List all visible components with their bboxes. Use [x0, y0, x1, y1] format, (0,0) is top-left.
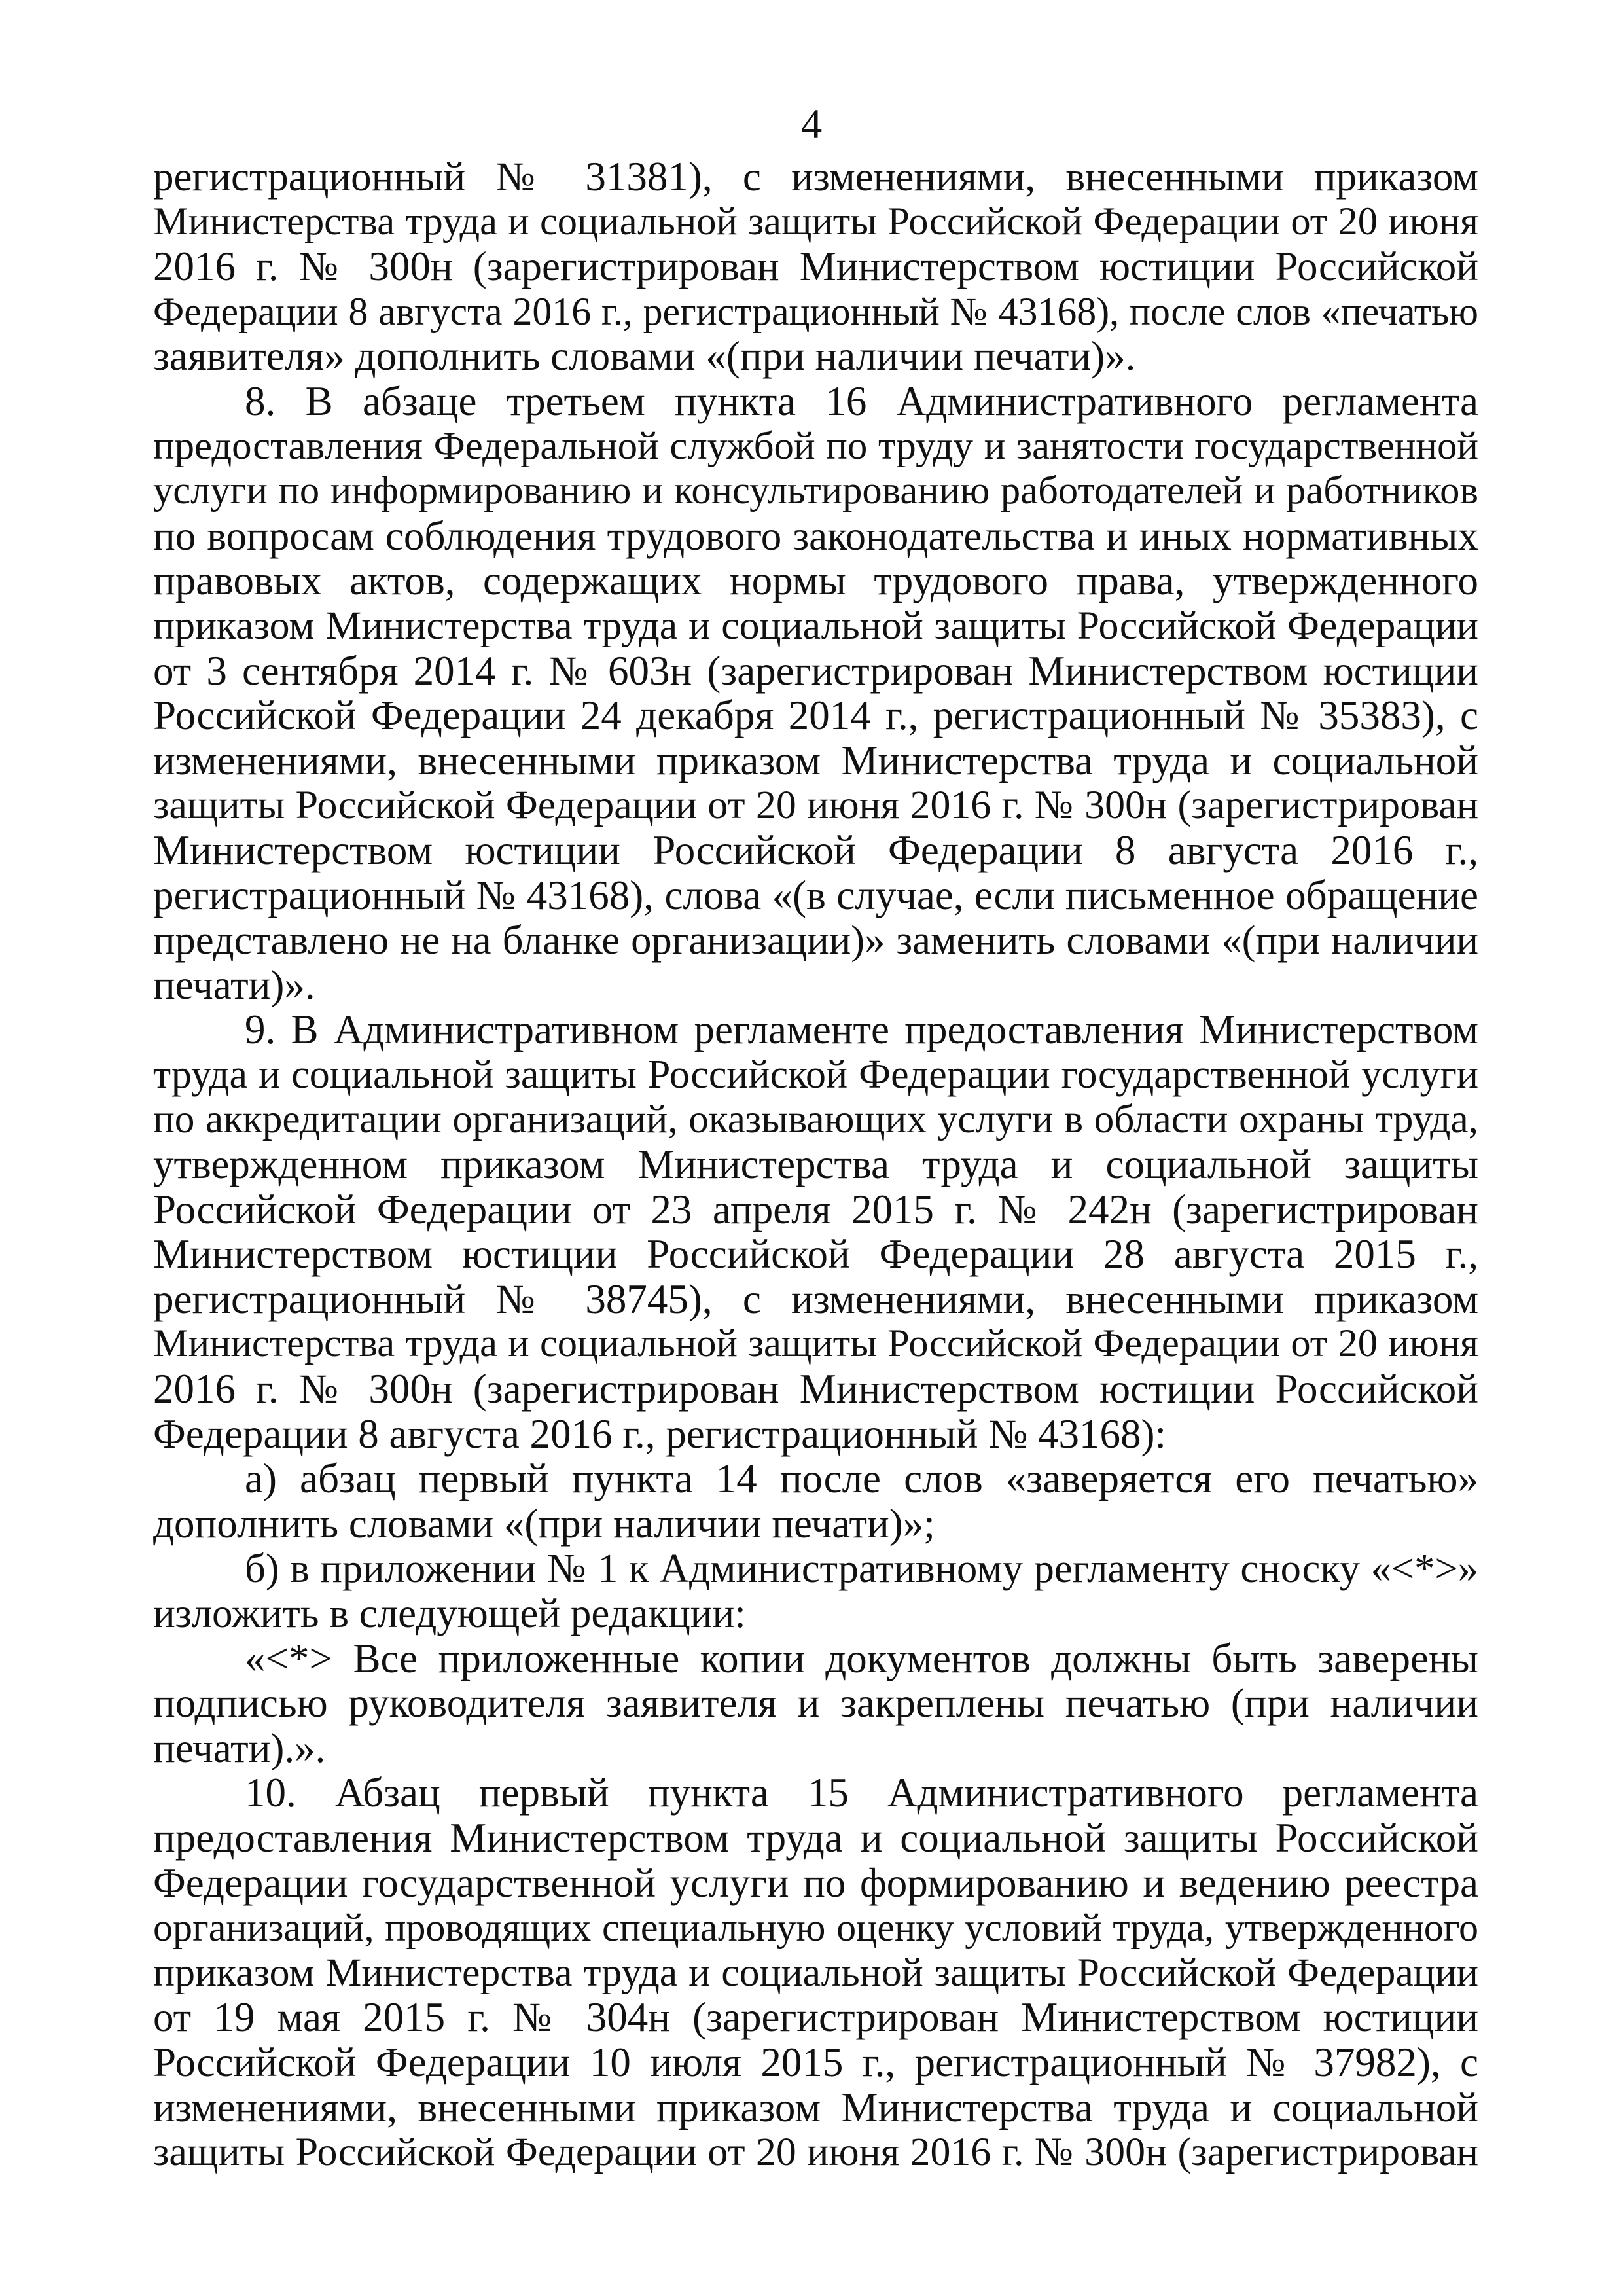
- page-number: 4: [800, 101, 823, 148]
- text-line: организаций, проводящих специальную оценку условий труда, утвержденного: [153, 1905, 1478, 1950]
- text-line: изменениями, внесенными приказом Министерства труда и социальной: [153, 737, 1478, 783]
- text-line: приказом Министерства труда и социальной защиты Российской Федерации: [153, 1950, 1478, 1995]
- text-line: услуги по информированию и консультированию работодателей и работников: [153, 469, 1478, 513]
- text-line: 2016 г. № 300н (зарегистрирован Министерством юстиции Российской: [153, 1366, 1478, 1412]
- text-line: заявителя» дополнить словами «(при наличии печати)».: [153, 333, 1136, 380]
- text-line: от 19 мая 2015 г. № 304н (зарегистрирован Министерством юстиции: [153, 1994, 1478, 2041]
- text-line: утвержденном приказом Министерства труда и социальной защиты: [153, 1141, 1478, 1188]
- text-line: Федерации 8 августа 2016 г., регистрационный № 43168):: [153, 1410, 1167, 1457]
- text-line: изложить в следующей редакции:: [153, 1590, 746, 1636]
- text-line: печати)».: [153, 961, 315, 1008]
- text-line: Министерства труда и социальной защиты Российской Федерации от 20 июня: [153, 199, 1478, 243]
- text-line: Федерации государственной услуги по формированию и ведению реестра: [153, 1859, 1478, 1906]
- text-line: Российской Федерации от 23 апреля 2015 г. № 242н (зарегистрирован: [153, 1186, 1478, 1232]
- text-line: 2016 г. № 300н (зарегистрирован Министерством юстиции Российской: [153, 243, 1478, 290]
- text-line: печати).».: [153, 1725, 326, 1771]
- text-line: подписью руководителя заявителя и закреплены печатью (при наличии: [153, 1680, 1478, 1727]
- text-line: защиты Российской Федерации от 20 июня 2016 г. № 300н (зарегистрирован: [153, 2130, 1478, 2175]
- text-line: защиты Российской Федерации от 20 июня 2016 г. № 300н (зарегистрирован: [153, 783, 1478, 828]
- text-line: Федерации 8 августа 2016 г., регистрационный № 43168), после слов «печатью: [153, 289, 1478, 333]
- document-body: [153, 154, 1478, 2175]
- text-line: Министерства труда и социальной защиты Российской Федерации от 20 июня: [153, 1321, 1478, 1366]
- text-line: 8. В абзаце третьем пункта 16 Административного регламента: [245, 378, 1478, 424]
- text-line: изменениями, внесенными приказом Министерства труда и социальной: [153, 2084, 1478, 2130]
- text-line: предоставления Министерством труда и социальной защиты Российской: [153, 1814, 1478, 1861]
- text-line: 10. Абзац первый пункта 15 Административного регламента: [245, 1770, 1478, 1816]
- text-line: «<*> Все приложенные копии документов должны быть заверены: [245, 1635, 1478, 1681]
- text-line: от 3 сентября 2014 г. № 603н (зарегистрирован Министерством юстиции: [153, 647, 1478, 694]
- text-line: труда и социальной защиты Российской Федерации государственной услуги: [153, 1052, 1478, 1097]
- text-line: регистрационный № 31381), с изменениями, внесенными приказом: [153, 154, 1478, 200]
- text-line: правовых актов, содержащих нормы трудового права, утвержденного: [153, 558, 1478, 604]
- text-line: а) абзац первый пункта 14 после слов «заверяется его печатью»: [245, 1456, 1478, 1502]
- text-line: по вопросам соблюдения трудового законодательства и иных нормативных: [153, 512, 1478, 559]
- text-line: регистрационный № 43168), слова «(в случае, если письменное обращение: [153, 872, 1478, 918]
- text-line: б) в приложении № 1 к Административному регламенту сноску «<*>»: [245, 1545, 1478, 1592]
- text-line: Министерством юстиции Российской Федерации 8 августа 2016 г.,: [153, 827, 1478, 873]
- text-line: дополнить словами «(при наличии печати)»;: [153, 1500, 935, 1547]
- text-line: Российской Федерации 10 июля 2015 г., регистрационный № 37982), с: [153, 2039, 1478, 2085]
- text-line: по аккредитации организаций, оказывающих услуги в области охраны труда,: [153, 1097, 1478, 1142]
- text-line: Российской Федерации 24 декабря 2014 г., регистрационный № 35383), с: [153, 692, 1478, 739]
- text-line: приказом Министерства труда и социальной защиты Российской Федерации: [153, 603, 1478, 648]
- text-line: регистрационный № 38745), с изменениями, внесенными приказом: [153, 1276, 1478, 1322]
- text-line: Министерством юстиции Российской Федерации 28 августа 2015 г.,: [153, 1231, 1478, 1278]
- text-line: представлено не на бланке организации)» заменить словами «(при наличии: [153, 917, 1478, 963]
- text-line: предоставления Федеральной службой по труду и занятости государственной: [153, 423, 1478, 468]
- text-line: 9. В Административном регламенте предоставления Министерством: [245, 1007, 1478, 1053]
